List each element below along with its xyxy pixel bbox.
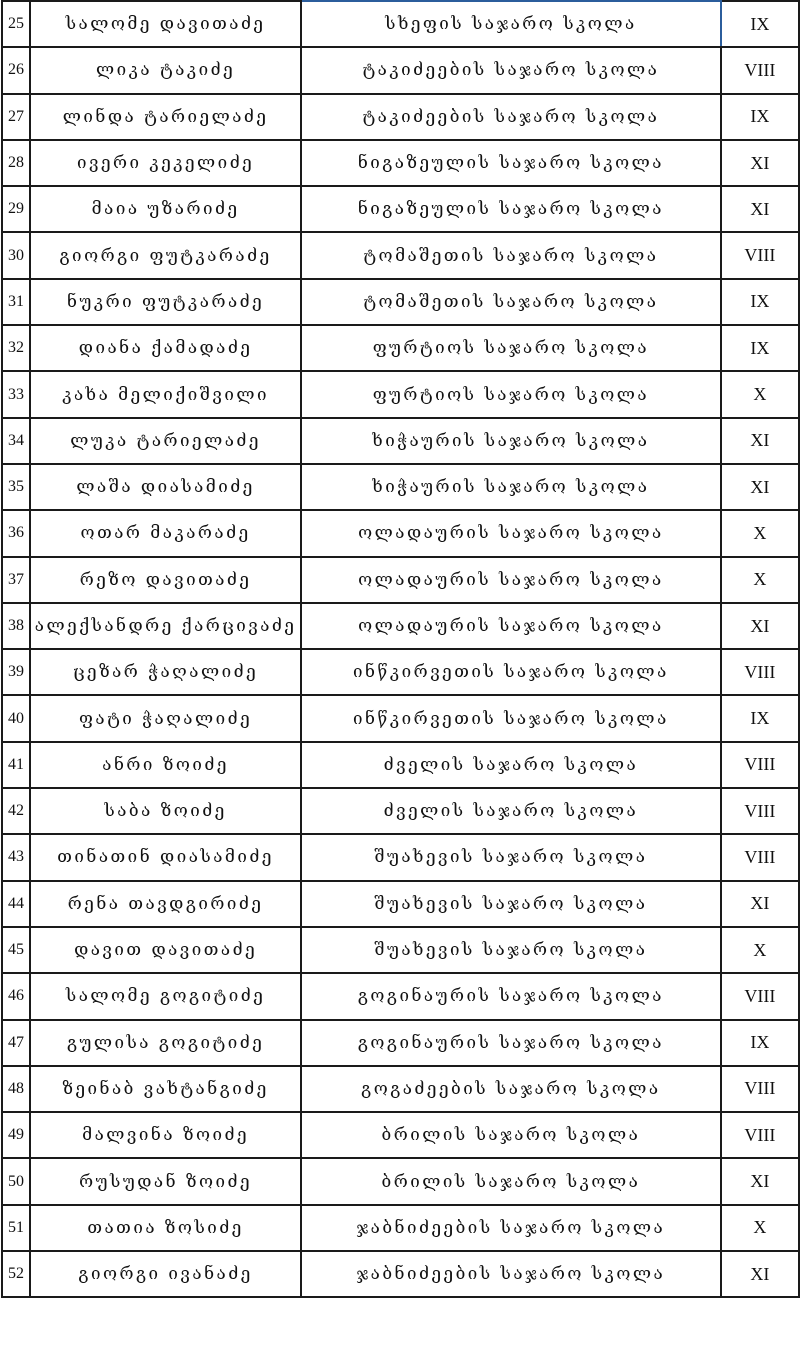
row-number-cell: 52 [2,1251,30,1297]
table-row [2,1020,799,1066]
row-number-cell: 27 [2,94,30,140]
row-number-cell: 39 [2,649,30,695]
table-row [2,325,799,371]
school-name-cell: შუახევის საჯარო სკოლა [301,834,721,880]
table-row [2,788,799,834]
grade-cell: XI [721,464,799,510]
student-name-cell: გიორგი ივანაძე [30,1251,301,1297]
grade-cell: XI [721,881,799,927]
student-name-cell: დიანა ქამადაძე [30,325,301,371]
grade-cell: VIII [721,47,799,93]
grade-cell: VIII [721,1066,799,1112]
school-name-cell: ნიგაზეულის საჯარო სკოლა [301,186,721,232]
student-name-cell: მაია უზარიძე [30,186,301,232]
student-name-cell: ნუკრი ფუტკარაძე [30,279,301,325]
student-name-cell: ალექსანდრე ქარცივაძე [30,603,301,649]
grade-cell: XI [721,418,799,464]
row-number-cell: 42 [2,788,30,834]
school-name-cell: შუახევის საჯარო სკოლა [301,881,721,927]
student-name-cell: საბა ზოიძე [30,788,301,834]
student-name-cell: კახა მელიქიშვილი [30,371,301,417]
school-name-cell: სხეფის საჯარო სკოლა [301,1,721,47]
table-row [2,834,799,880]
grade-cell: IX [721,94,799,140]
school-name-cell: ინწკირვეთის საჯარო სკოლა [301,695,721,741]
row-number-cell: 28 [2,140,30,186]
row-number-cell: 25 [2,1,30,47]
school-name-cell: ოლადაურის საჯარო სკოლა [301,557,721,603]
table-row [2,1205,799,1251]
row-number-cell: 33 [2,371,30,417]
grade-cell: XI [721,186,799,232]
grade-cell: VIII [721,742,799,788]
grade-cell: X [721,927,799,973]
student-name-cell: ზეინაბ ვახტანგიძე [30,1066,301,1112]
grade-cell: IX [721,695,799,741]
school-name-cell: ბრილის საჯარო სკოლა [301,1158,721,1204]
student-name-cell: ოთარ მაკარაძე [30,510,301,556]
row-number-cell: 34 [2,418,30,464]
table-row [2,510,799,556]
table-row [2,418,799,464]
table-row [2,464,799,510]
grade-cell: X [721,510,799,556]
row-number-cell: 43 [2,834,30,880]
table-body [2,1,799,1297]
student-name-cell: გულისა გოგიტიძე [30,1020,301,1066]
school-name-cell: ძველის საჯარო სკოლა [301,742,721,788]
grade-cell: VIII [721,232,799,278]
row-number-cell: 26 [2,47,30,93]
table-row [2,1112,799,1158]
school-name-cell: გოგინაურის საჯარო სკოლა [301,1020,721,1066]
student-name-cell: დავით დავითაძე [30,927,301,973]
school-name-cell: ტომაშეთის საჯარო სკოლა [301,279,721,325]
student-name-cell: ლაშა დიასამიძე [30,464,301,510]
school-name-cell: ძველის საჯარო სკოლა [301,788,721,834]
student-name-cell: ლინდა ტარიელაძე [30,94,301,140]
row-number-cell: 44 [2,881,30,927]
school-name-cell: ფურტიოს საჯარო სკოლა [301,325,721,371]
school-name-cell: ხიჭაურის საჯარო სკოლა [301,464,721,510]
table-row [2,649,799,695]
school-name-cell: გოგაძეების საჯარო სკოლა [301,1066,721,1112]
table-row [2,927,799,973]
row-number-cell: 30 [2,232,30,278]
school-name-cell: ოლადაურის საჯარო სკოლა [301,510,721,556]
table-row [2,47,799,93]
row-number-cell: 40 [2,695,30,741]
student-name-cell: რუსუდან ზოიძე [30,1158,301,1204]
student-name-cell: სალომე დავითაძე [30,1,301,47]
row-number-cell: 48 [2,1066,30,1112]
student-name-cell: რენა თავდგირიძე [30,881,301,927]
school-name-cell: გოგინაურის საჯარო სკოლა [301,973,721,1019]
grade-cell: X [721,371,799,417]
row-number-cell: 51 [2,1205,30,1251]
grade-cell: VIII [721,834,799,880]
school-name-cell: შუახევის საჯარო სკოლა [301,927,721,973]
school-name-cell: ოლადაურის საჯარო სკოლა [301,603,721,649]
table-row [2,140,799,186]
student-name-cell: რეზო დავითაძე [30,557,301,603]
table-row [2,973,799,1019]
student-name-cell: თინათინ დიასამიძე [30,834,301,880]
school-name-cell: ტაკიძეების საჯარო სკოლა [301,94,721,140]
student-name-cell: ლიკა ტაკიძე [30,47,301,93]
row-number-cell: 50 [2,1158,30,1204]
student-name-cell: ცეზარ ჭაღალიძე [30,649,301,695]
grade-cell: IX [721,1020,799,1066]
table-row [2,1,799,47]
grade-cell: VIII [721,1112,799,1158]
student-name-cell: თათია ზოსიძე [30,1205,301,1251]
row-number-cell: 38 [2,603,30,649]
table-row [2,186,799,232]
students-table [1,0,800,1298]
table-row [2,742,799,788]
row-number-cell: 41 [2,742,30,788]
grade-cell: X [721,557,799,603]
table-row [2,603,799,649]
row-number-cell: 32 [2,325,30,371]
grade-cell: XI [721,140,799,186]
grade-cell: VIII [721,649,799,695]
student-name-cell: ლუკა ტარიელაძე [30,418,301,464]
grade-cell: IX [721,279,799,325]
table-row [2,1251,799,1297]
row-number-cell: 36 [2,510,30,556]
school-name-cell: ნიგაზეულის საჯარო სკოლა [301,140,721,186]
table-row [2,371,799,417]
student-name-cell: გიორგი ფუტკარაძე [30,232,301,278]
grade-cell: IX [721,325,799,371]
student-name-cell: მალვინა ზოიძე [30,1112,301,1158]
student-name-cell: სალომე გოგიტიძე [30,973,301,1019]
grade-cell: IX [721,1,799,47]
table-row [2,557,799,603]
row-number-cell: 29 [2,186,30,232]
school-name-cell: ჯაბნიძეების საჯარო სკოლა [301,1205,721,1251]
school-name-cell: ხიჭაურის საჯარო სკოლა [301,418,721,464]
table-row [2,94,799,140]
student-name-cell: ფატი ჭაღალიძე [30,695,301,741]
grade-cell: VIII [721,973,799,1019]
table-row [2,279,799,325]
table-row [2,695,799,741]
grade-cell: XI [721,1158,799,1204]
row-number-cell: 35 [2,464,30,510]
table-row [2,1066,799,1112]
grade-cell: XI [721,1251,799,1297]
school-name-cell: ჯაბნიძეების საჯარო სკოლა [301,1251,721,1297]
school-name-cell: ფურტიოს საჯარო სკოლა [301,371,721,417]
table-row [2,881,799,927]
grade-cell: XI [721,603,799,649]
student-name-cell: ივერი კეკელიძე [30,140,301,186]
grade-cell: VIII [721,788,799,834]
school-name-cell: ბრილის საჯარო სკოლა [301,1112,721,1158]
table-row [2,1158,799,1204]
table-row [2,232,799,278]
grade-cell: X [721,1205,799,1251]
row-number-cell: 45 [2,927,30,973]
row-number-cell: 49 [2,1112,30,1158]
row-number-cell: 47 [2,1020,30,1066]
row-number-cell: 37 [2,557,30,603]
row-number-cell: 46 [2,973,30,1019]
school-name-cell: ტომაშეთის საჯარო სკოლა [301,232,721,278]
row-number-cell: 31 [2,279,30,325]
student-name-cell: ანრი ზოიძე [30,742,301,788]
school-name-cell: ინწკირვეთის საჯარო სკოლა [301,649,721,695]
school-name-cell: ტაკიძეების საჯარო სკოლა [301,47,721,93]
